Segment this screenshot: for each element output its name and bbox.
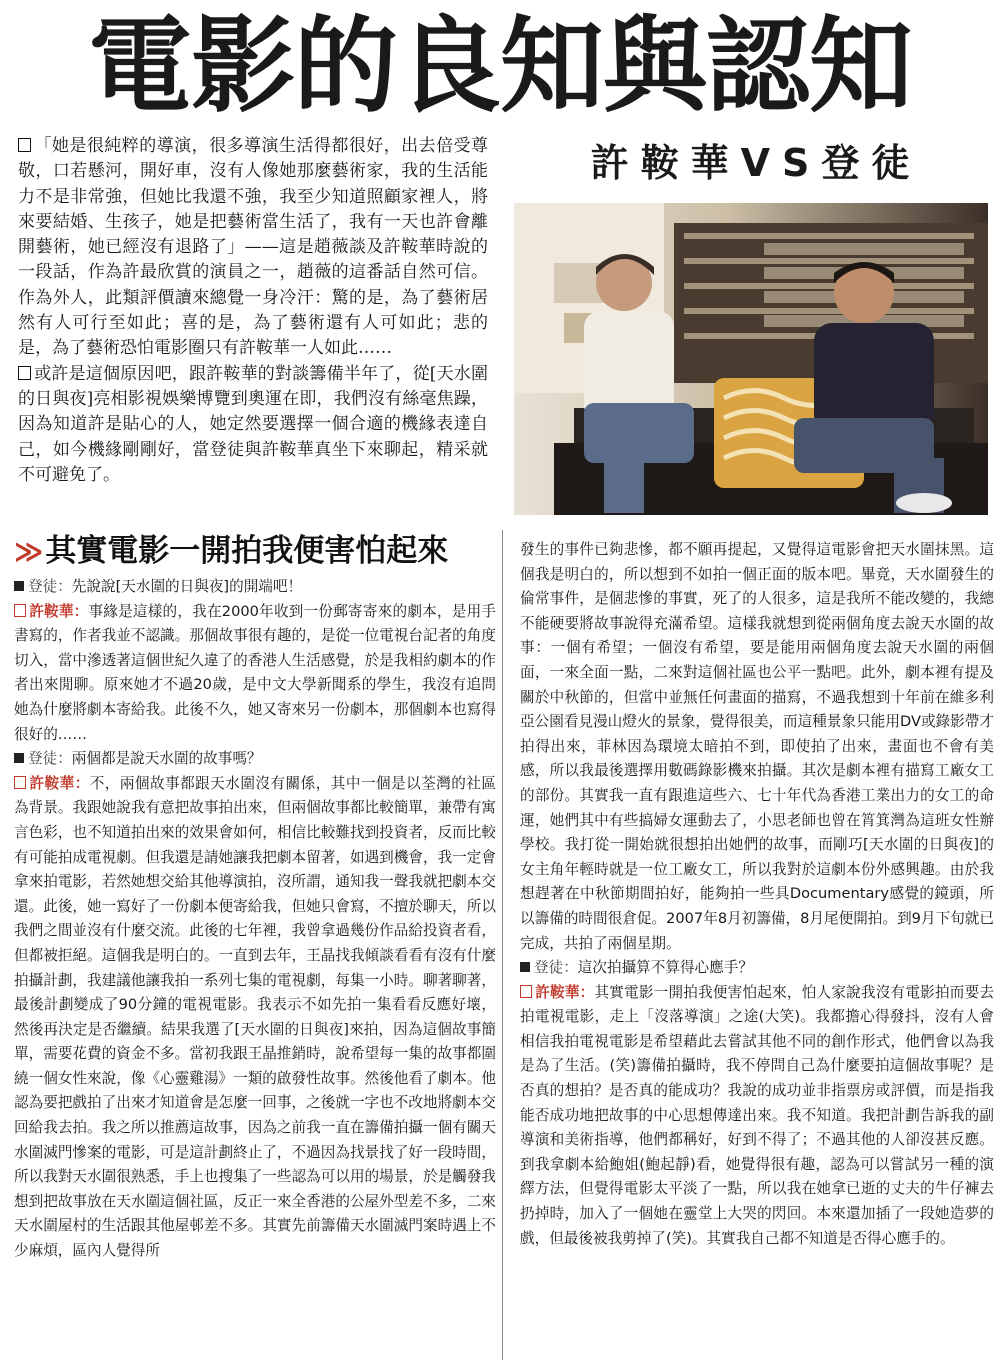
question-paragraph: 登徒：先說說[天水圍的日與夜]的開端吧！ xyxy=(14,575,496,600)
box-bullet-icon xyxy=(14,604,26,617)
intro-paragraph-1: 「她是很純粹的導演，很多導演生活得都很好，出去倍受尊敬，口若懸河，開好車，沒有人像她那麼藝術家，我的生活能力不是非常強，但她比我還不強，我至少知道照顧家裡人，將來要結婚、生孩子，她是把藝術當生活了，我有一天也許會離開藝術，她已經沒有退路了」——這是趙薇談及許鞍華時說的一段話，作為許最欣賞的演員之一，趙薇的這番話自然可信。作為外人，此類評價讀來總覺一身冷汗：驚的是，為了藝術居然有人可行至如此；喜的是，為了藝術還有人可如此；悲的是，為了藝術恐怕電影圈只有許鞍華一人如此…… xyxy=(18,136,489,359)
double-chevron-icon: ≫ xyxy=(14,535,44,568)
interview-photo-illustration xyxy=(514,203,988,515)
question-paragraph: 登徒：兩個都是說天水圍的故事嗎？ xyxy=(14,747,496,772)
column-divider xyxy=(502,530,503,1360)
paragraph-box-icon xyxy=(18,138,31,152)
page-title: 電影的良知與認知 xyxy=(87,4,912,127)
article-column-2 xyxy=(520,538,994,1251)
page-subtitle: 許鞍華VS登徒 xyxy=(590,141,922,185)
speaker-interviewer: 登徒： xyxy=(28,750,72,768)
answer-paragraph: 許鞍華：其實電影一開拍我便害怕起來，怕人家說我沒有電影拍而要去拍電視電影，走上「沒落導演」之途(大笑)。我都擔心得發抖，沒有人會相信我拍電視電影是希望藉此去嘗試其他不同的創作形式，他們會以為我是為了生活。(笑)籌備拍攝時，我不停問自己為什麼要拍這個故事呢？是否真的想拍？是否真的能成功？我說的成功並非指票房或評價，而是指我能否成功地把故事的中心思想傳達出來。我不知道。我把計劃告訴我的副導演和美術指導，他們都稱好，好到不得了；不過其他的人卻沒甚反應。到我拿劇本給鮑姐(鮑起靜)看，她覺得很有趣，認為可以嘗試另一種的演繹方法，但覺得電影太平淡了一點，所以我在她拿已逝的丈夫的牛仔褲去扔掉時，加入了一個她在靈堂上大哭的閃回。本來還加插了一段她造夢的戲，但最後被我剪掉了(笑)。其實我自己都不知道是否得心應手的。 xyxy=(520,983,994,1247)
speaker-ann-hui: 許鞍華： xyxy=(29,602,89,620)
square-bullet-icon xyxy=(14,753,24,763)
continued-paragraph: 發生的事件已夠悲慘，都不願再提起，又覺得這電影會把天水圍抹黑。這個我是明白的，所以想到不如拍一個正面的版本吧。畢竟，天水圍發生的倫常事件，是個悲慘的事實，死了的人很多，這是我所不能改變的，我總不能硬要將故事說得充滿希望。這樣我就想到從兩個角度去說天水圍的故事：一個有希望；一個沒有希望，要是能用兩個角度去說天水圍的兩個面，一來全面一點，二來對這個社區也公平一點吧。此外，劇本裡有提及關於中秋節的，但當中並無任何畫面的描寫，不過我想到十年前在維多利亞公園看見漫山燈火的景象，覺得很美，而這種景象只能用DV或錄影帶才拍得出來，菲林因為環境太暗拍不到，即使拍了出來，畫面也不會有美感，所以我最後選擇用數碼錄影機來拍攝。其次是劇本裡有描寫工廠女工的部份。其實我一直有跟進這些六、七十年代為香港工業出力的女工的命運，她們其中有些搞婦女運動去了，小思老師也曾在筲箕灣為這班女性辦學校。我打從一開始就很想拍出她們的故事，而剛巧[天水圍的日與夜]的女主角年輕時就是一位工廠女工，所以我對於這劇本份外感興趣。由於我想趕著在中秋節期間拍好，能夠拍一些具Documentary感覺的鏡頭，所以籌備的時間很倉促。2007年8月初籌備，8月尾便開拍。到9月下旬就已完成，共拍了兩個星期。 xyxy=(520,541,994,952)
square-bullet-icon xyxy=(520,962,530,972)
speaker-ann-hui: 許鞍華： xyxy=(535,983,595,1001)
intro-mark: 「 xyxy=(34,136,52,156)
question-paragraph: 登徒：這次拍攝算不算得心應手？ xyxy=(520,956,994,981)
speaker-interviewer: 登徒： xyxy=(534,959,578,977)
box-bullet-icon xyxy=(14,776,26,789)
paragraph-box-icon xyxy=(18,366,31,380)
interview-photo xyxy=(514,203,988,515)
answer-paragraph: 許鞍華：不，兩個故事都跟天水圍沒有關係，其中一個是以荃灣的社區為背景。我跟她說我有意把故事拍出來，但兩個故事都比較簡單，兼帶有寓言色彩，也不知道拍出來的效果會如何，相信比較難找到投資者，反而比較有可能拍成電視劇。但我還是請她讓我把劇本留著，如遇到機會，我一定會拿來拍電影，若然她想交給其他導演拍，沒所謂，通知我一聲我就把劇本交還。此後，她一寫好了一份劇本便寄給我，但她只會寫，不擅於聊天，所以我們之間並沒有什麼交流。此後的七年裡，我曾拿過幾份作品給投資者看，但都被拒絕。這個我是明白的。一直到去年，王晶找我傾談看看有沒有什麼拍攝計劃，我建議他讓我拍一系列七集的電視劇，每集一小時。聊著聊著，最後計劃變成了90分鐘的電視電影。我表示不如先拍一集看看反應好壞，然後再決定是否繼續。結果我選了[天水圍的日與夜]來拍，因為這個故事簡單，需要花費的資金不多。當初我跟王晶推銷時，說希望每一集的故事都圍繞一個女性來說，像《心靈雞湯》一類的啟發性故事。然後他看了劇本。他認為要把戲拍了出來才知道會是怎麼一回事，之後就一字也不改地將劇本交回給我去拍。我之所以推薦這故事，因為之前我一直在籌備拍攝一個有關天水圍滅門慘案的電影，可是這計劃終止了，不過因為找景找了好一段時間，所以我對天水圍很熟悉，手上也搜集了一些認為可以用的場景，於是觸發我想到把故事放在天水圍這個社區，反正一來全香港的公屋外型差不多，二來天水圍屋村的生活跟其他屋邨差不多。其實先前籌備天水圍滅門案時遇上不少麻煩，區內人覺得所 xyxy=(14,774,496,1260)
intro-text xyxy=(18,134,488,488)
speaker-interviewer: 登徒： xyxy=(28,578,72,595)
article-column-1 xyxy=(14,530,496,1264)
section-heading: ≫其實電影一開拍我便害怕起來 xyxy=(14,533,449,569)
speaker-ann-hui: 許鞍華： xyxy=(29,774,90,792)
box-bullet-icon xyxy=(520,985,532,998)
square-bullet-icon xyxy=(14,581,24,591)
intro-paragraph-2: 或許是這個原因吧，跟許鞍華的對談籌備半年了，從[天水圍的日與夜]亮相影視娛樂博覽到奧運在即，我們沒有絲毫焦躁，因為知道許是貼心的人，她定然要選擇一個合適的機緣表達自己，如今機緣剛剛好，當登徒與許鞍華真坐下來聊起，精采就不可避免了。 xyxy=(18,363,488,485)
answer-paragraph: 許鞍華：事緣是這樣的，我在2000年收到一份郵寄寄來的劇本，是用手書寫的，作者我並不認識。那個故事很有趣的，是從一位電視台記者的角度切入，當中滲透著這個世紀久違了的香港人生活感覺，於是我相約劇本的作者出來閒聊。原來她才不過20歲，是中文大學新聞系的學生，我沒有追問她為什麼將劇本寄給我。此後不久，她又寄來另一份劇本，那個劇本也寫得很好的…… xyxy=(14,602,496,743)
